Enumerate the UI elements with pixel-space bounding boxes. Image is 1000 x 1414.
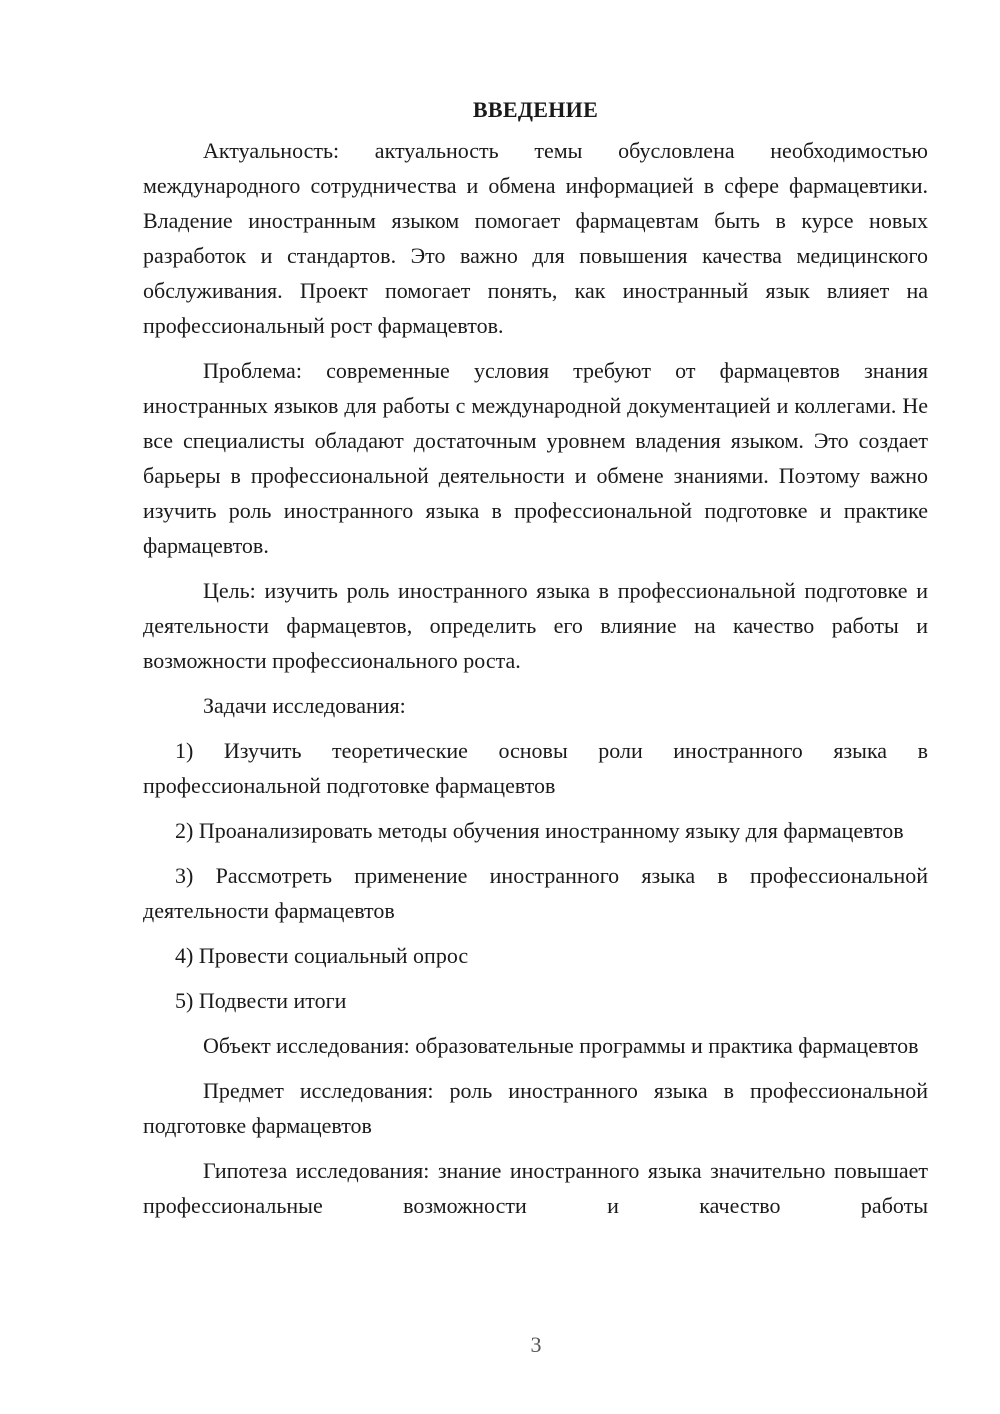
task-item-2: 2) Проанализировать методы обучения иностранному языку для фармацевтов <box>175 818 904 843</box>
paragraph-goal: Цель: изучить роль иностранного языка в профессиональной подготовке и деятельности фармацевтов, определить его влияние на качество работы и возможности профессионального роста. <box>143 578 928 673</box>
paragraph-problem: Проблема: современные условия требуют от фармацевтов знания иностранных языков для работы с международной документацией и коллегами. Не все специалисты обладают достаточным уровнем владения языком. Это создает барьеры в профессиональной деятельности и обмене знаниями. Поэтому важно изучить роль иностранного языка в профессиональной подготовке и практике фармацевтов. <box>143 358 928 558</box>
paragraph-subject: Предмет исследования: роль иностранного языка в профессиональной подготовке фармацевтов <box>143 1078 928 1138</box>
task-item-1: 1) Изучить теоретические основы роли иностранного языка в профессиональной подготовке фармацевтов <box>143 738 928 798</box>
task-item-3: 3) Рассмотреть применение иностранного языка в профессиональной деятельности фармацевтов <box>143 863 928 923</box>
task-item-5: 5) Подвести итоги <box>175 988 347 1013</box>
paragraph-hypothesis: Гипотеза исследования: знание иностранного языка значительно повышает профессиональные возможности и качество работы <box>143 1158 928 1218</box>
paragraph-object: Объект исследования: образовательные программы и практика фармацевтов <box>203 1033 919 1058</box>
paragraph-relevance: Актуальность: актуальность темы обусловлена необходимостью международного сотрудничества и обмена информацией в сфере фармацевтики. Владение иностранным языком помогает фармацевтам быть в курсе новых разработок и стандартов. Это важно для повышения качества медицинского обслуживания. Проект помогает понять, как иностранный язык влияет на профессиональный рост фармацевтов. <box>143 138 928 338</box>
section-heading: ВВЕДЕНИЕ <box>472 97 599 122</box>
document-page <box>143 92 928 1223</box>
paragraph-tasks-intro: Задачи исследования: <box>203 693 406 718</box>
page-number: 3 <box>530 1332 542 1357</box>
task-item-4: 4) Провести социальный опрос <box>175 943 469 968</box>
